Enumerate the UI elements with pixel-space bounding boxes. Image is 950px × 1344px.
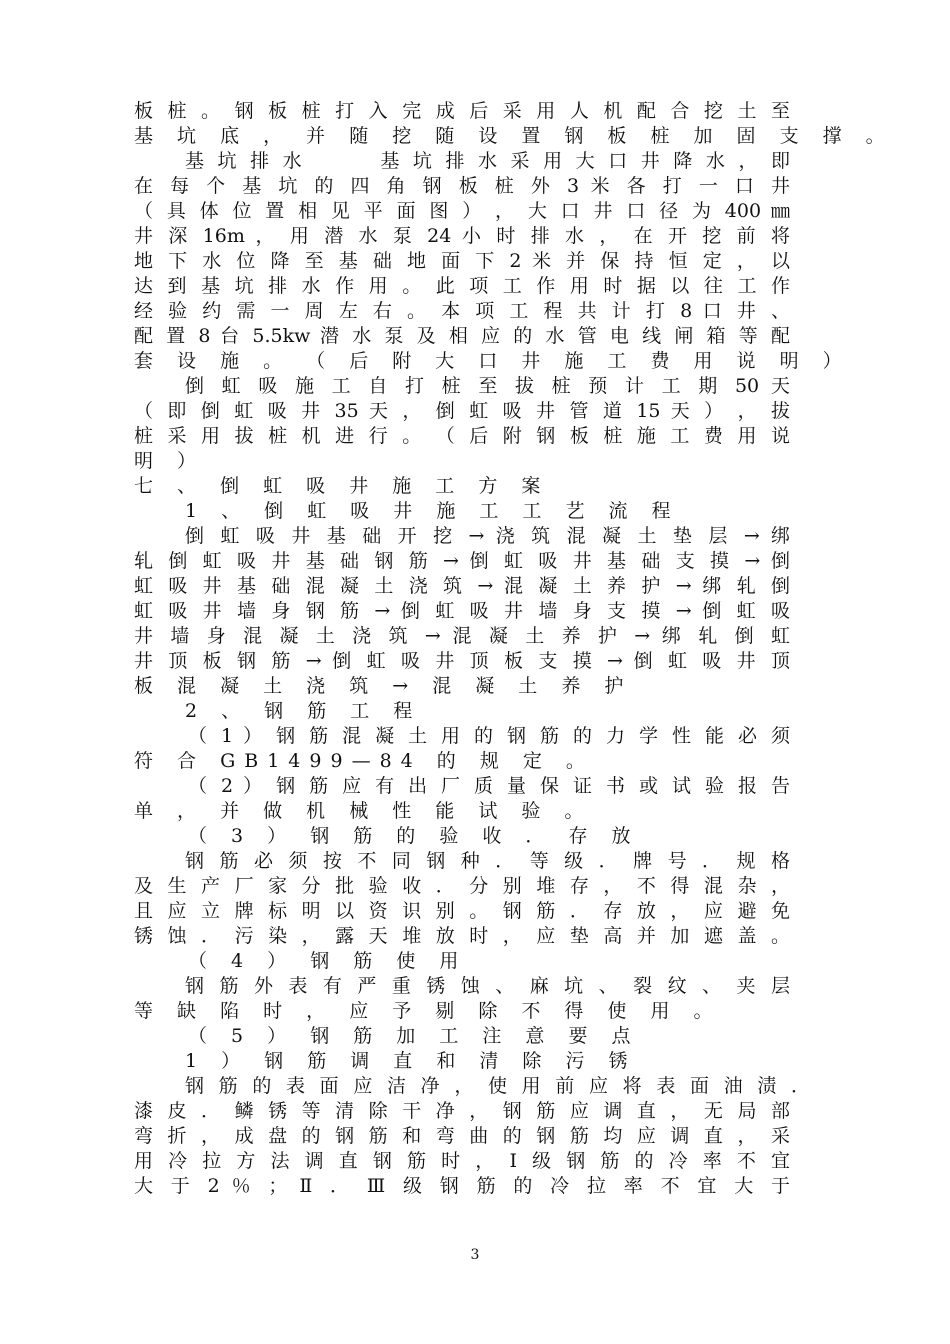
subsection-heading: 2 、 钢 筋 工 程 <box>185 700 422 722</box>
section-heading: 七 、 倒 虹 吸 井 施 工 方 案 <box>134 475 550 497</box>
paragraph-line: 井 墙 身 混 凝 土 浇 筑 → 混 凝 土 养 护 → 绑 轧 倒 虹 <box>134 625 790 647</box>
paragraph-line: 井 顶 板 钢 筋 → 倒 虹 吸 井 顶 板 支 摸 → 倒 虹 吸 井 顶 <box>134 650 790 672</box>
paragraph-line: 钢 筋 外 表 有 严 重 锈 蚀 、 麻 坑 、 裂 纹 、 夹 层 <box>185 975 790 997</box>
paragraph-line: 井 深 16m ， 用 潜 水 泵 24 小 时 排 水 ， 在 开 挖 前 将 <box>134 225 790 247</box>
paragraph-line: 单 ， 并 做 机 械 性 能 试 验 。 <box>134 800 593 822</box>
paragraph-line: 及 生 产 厂 家 分 批 验 收 ． 分 别 堆 存 ， 不 得 混 杂 ， <box>134 875 790 897</box>
paragraph-line: 虹 吸 井 墙 身 钢 筋 → 倒 虹 吸 井 墙 身 支 摸 → 倒 虹 吸 <box>134 600 790 622</box>
item-heading: （ 3 ） 钢 筋 的 验 收 ． 存 放 <box>188 825 640 847</box>
paragraph-line: 基 坑 底 ， 并 随 挖 随 设 置 钢 板 桩 加 固 支 撑 。 <box>134 125 894 147</box>
paragraph-line: 锈 蚀 ． 污 染 ， 露 天 堆 放 时 ， 应 垫 高 并 加 遮 盖 。 <box>134 925 790 947</box>
item-heading: 1 ） 钢 筋 调 直 和 清 除 污 锈 <box>185 1050 637 1072</box>
paragraph-line: 板 桩 。 钢 板 桩 打 入 完 成 后 采 用 人 机 配 合 挖 土 至 <box>134 100 790 122</box>
item-heading: （ 5 ） 钢 筋 加 工 注 意 要 点 <box>188 1025 640 1047</box>
paragraph-line: 且 应 立 牌 标 明 以 资 识 别 。 钢 筋 ． 存 放 ， 应 避 免 <box>134 900 790 922</box>
paragraph-line: 等 缺 陷 时 ， 应 予 剔 除 不 得 使 用 。 <box>134 1000 722 1022</box>
paragraph-line: 弯 折 ， 成 盘 的 钢 筋 和 弯 曲 的 钢 筋 均 应 调 直 ， 采 <box>134 1125 790 1147</box>
paragraph-line: 达 到 基 坑 排 水 作 用 。 此 项 工 作 用 时 据 以 往 工 作 <box>134 275 790 297</box>
paragraph-line: 套 设 施 。 （ 后 附 大 口 井 施 工 费 用 说 明 ） <box>134 350 851 372</box>
paragraph-line: 用 冷 拉 方 法 调 直 钢 筋 时 ， Ⅰ 级 钢 筋 的 冷 率 不 宜 <box>134 1150 790 1172</box>
paragraph-line: （ 1 ） 钢 筋 混 凝 土 用 的 钢 筋 的 力 学 性 能 必 须 <box>188 725 790 747</box>
paragraph-line: 倒 虹 吸 井 基 础 开 挖 → 浇 筑 混 凝 土 垫 层 → 绑 <box>185 525 790 547</box>
paragraph-line: 基 坑 排 水 基 坑 排 水 采 用 大 口 井 降 水 ， 即 <box>185 150 790 172</box>
paragraph-line: 大 于 2 ％ ； Ⅱ ． Ⅲ 级 钢 筋 的 冷 拉 率 不 宜 大 于 <box>134 1175 790 1197</box>
paragraph-line: 在 每 个 基 坑 的 四 角 钢 板 桩 外 3 米 各 打 一 口 井 <box>134 175 790 197</box>
item-heading: （ 4 ） 钢 筋 使 用 <box>188 950 468 972</box>
paragraph-line: 经 验 约 需 一 周 左 右 。 本 项 工 程 共 计 打 8 口 井 、 <box>134 300 790 322</box>
paragraph-line: 配 置 8 台 5.5kw 潜 水 泵 及 相 应 的 水 管 电 线 闸 箱 等 配 <box>134 325 790 347</box>
paragraph-line: 符 合 GB1499—84 的 规 定 。 <box>134 750 594 772</box>
paragraph-line: 轧 倒 虹 吸 井 基 础 钢 筋 → 倒 虹 吸 井 基 础 支 摸 → 倒 <box>134 550 790 572</box>
paragraph-line: （ 即 倒 虹 吸 井 35 天 ， 倒 虹 吸 井 管 道 15 天 ） ， 拔 <box>134 400 790 422</box>
paragraph-line: 钢 筋 必 须 按 不 同 钢 种 ． 等 级 ． 牌 号 ． 规 格 <box>185 850 790 872</box>
paragraph-line: （ 具 体 位 置 相 见 平 面 图 ） ， 大 口 井 口 径 为 400 ㎜ <box>134 200 790 222</box>
page-number: 3 <box>470 1247 480 1263</box>
paragraph-line: 倒 虹 吸 施 工 自 打 桩 至 拔 桩 预 计 工 期 50 天 <box>185 375 790 397</box>
paragraph-line: 漆 皮 ． 鳞 锈 等 清 除 干 净 ， 钢 筋 应 调 直 ， 无 局 部 <box>134 1100 790 1122</box>
paragraph-line: 钢 筋 的 表 面 应 洁 净 ， 使 用 前 应 将 表 面 油 渍 ． <box>185 1075 810 1097</box>
paragraph-line: 地 下 水 位 降 至 基 础 地 面 下 2 米 并 保 持 恒 定 ， 以 <box>134 250 790 272</box>
paragraph-line: 桩 采 用 拔 桩 机 进 行 。 （ 后 附 钢 板 桩 施 工 费 用 说 <box>134 425 790 447</box>
paragraph-line: 明 ） <box>134 450 206 472</box>
paragraph-line: （ 2 ） 钢 筋 应 有 出 厂 质 量 保 证 书 或 试 验 报 告 <box>188 775 790 797</box>
paragraph-line: 虹 吸 井 基 础 混 凝 土 浇 筑 → 混 凝 土 养 护 → 绑 轧 倒 <box>134 575 790 597</box>
paragraph-line: 板 混 凝 土 浇 筑 → 混 凝 土 养 护 <box>134 675 633 697</box>
subsection-heading: 1 、 倒 虹 吸 井 施 工 工 艺 流 程 <box>185 500 680 522</box>
